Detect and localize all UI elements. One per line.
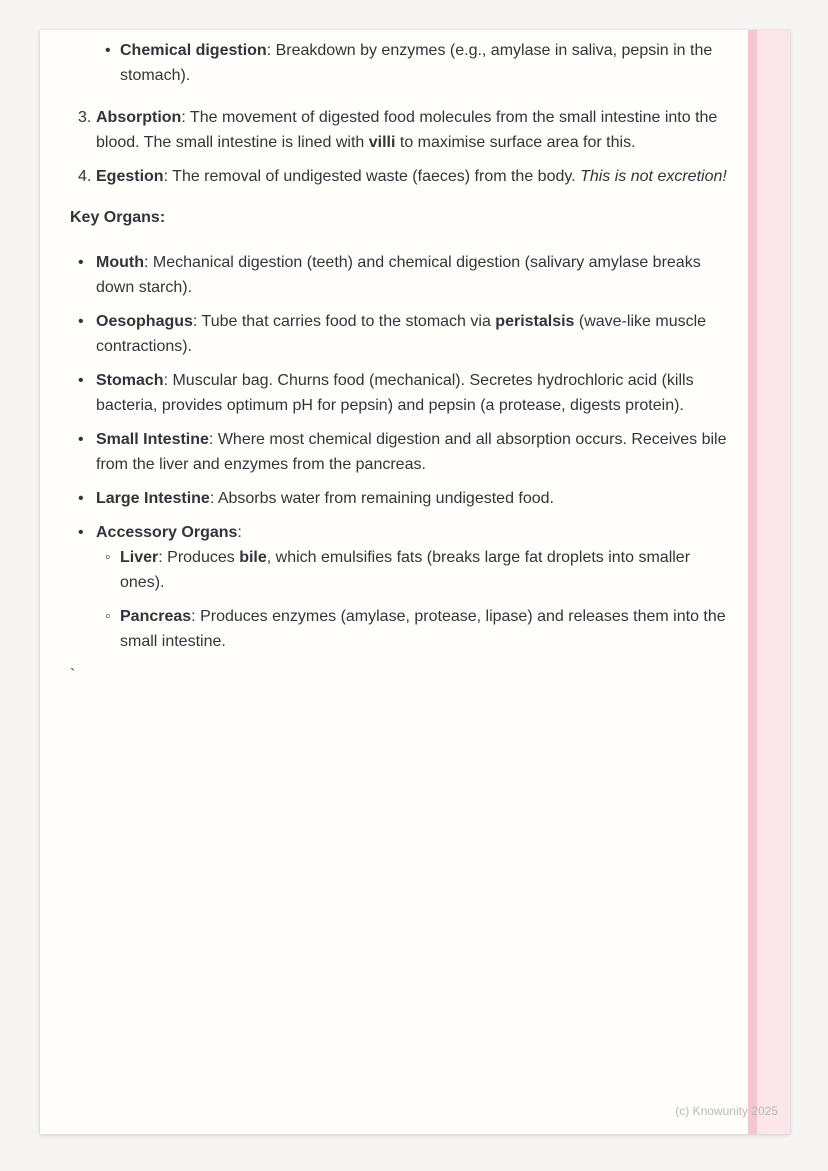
disc-bullet-icon: •	[78, 313, 84, 330]
list-item-accessory-organs	[70, 520, 730, 545]
list-item-text	[120, 38, 730, 88]
text-segment-bold: Mouth	[96, 254, 144, 271]
disc-bullet-icon: •	[78, 490, 84, 507]
list-item-text	[120, 545, 730, 595]
notes-content	[70, 38, 730, 688]
text-segment: : Produces enzymes (amylase, protease, lipase) and releases them into the small intestine.	[120, 608, 726, 650]
text-segment-bold: villi	[368, 134, 396, 151]
text-segment-bold: Chemical digestion	[120, 42, 267, 59]
text-segment: to maximise surface area for this.	[395, 134, 636, 151]
document-page	[40, 30, 790, 1134]
text-segment-bold: peristalsis	[495, 313, 575, 330]
text-segment: : Tube that carries food to the stomach via	[192, 313, 496, 330]
page-edge-stripe-light	[757, 30, 790, 1134]
text-segment: : The movement of digested food molecules from the small intestine into the blood. The small intestine is lined with	[96, 109, 718, 151]
list-number: 3.	[78, 109, 92, 126]
list-number: 4.	[78, 168, 92, 185]
list-item-text	[96, 309, 730, 359]
text-segment: (wave-like muscle contractions).	[96, 313, 707, 355]
text-segment-bold: Oesophagus	[96, 313, 193, 330]
list-item-text	[96, 427, 730, 477]
list-item-oesophagus	[70, 309, 730, 359]
list-item-text	[96, 164, 730, 189]
list-item-text	[96, 368, 730, 418]
text-segment-bold: bile	[239, 549, 267, 566]
list-item-small-intestine	[70, 427, 730, 477]
list-item-pancreas	[70, 604, 730, 654]
disc-bullet-icon: •	[105, 42, 111, 59]
section-heading-key-organs: Key Organs:	[70, 209, 166, 226]
list-item-large-intestine	[70, 486, 730, 511]
list-item-liver	[70, 545, 730, 595]
list-item-text	[96, 520, 730, 545]
text-segment: : The removal of undigested waste (faeces) from the body.	[163, 168, 581, 185]
text-segment: : Absorbs water from remaining undigested food.	[209, 490, 554, 507]
list-item-absorption	[70, 105, 730, 155]
copyright-note: (c) Knowunity 2025	[675, 1104, 778, 1118]
text-segment-italic: This is not excretion!	[580, 168, 727, 185]
text-segment-bold: Egestion	[96, 168, 164, 185]
text-segment-bold: Liver	[120, 549, 159, 566]
disc-bullet-icon: •	[78, 372, 84, 389]
list-item-text	[96, 250, 730, 300]
text-segment-bold: Stomach	[96, 372, 164, 389]
text-segment-bold: Small Intestine	[96, 431, 209, 448]
list-item-stomach	[70, 368, 730, 418]
list-item-text	[96, 105, 730, 155]
text-segment-bold: Pancreas	[120, 608, 192, 625]
text-segment: : Mechanical digestion (teeth) and chemical digestion (salivary amylase breaks down starch).	[96, 254, 701, 296]
list-item-mouth	[70, 250, 730, 300]
disc-bullet-icon: •	[78, 431, 84, 448]
text-segment: , which emulsifies fats (breaks large fat droplets into smaller ones).	[120, 549, 691, 591]
disc-bullet-icon: •	[78, 254, 84, 271]
text-segment-bold: Absorption	[96, 109, 182, 126]
text-segment: : Breakdown by enzymes (e.g., amylase in saliva, pepsin in the stomach).	[120, 42, 713, 84]
circle-bullet-icon: ◦	[105, 608, 111, 625]
text-segment-bold: Large Intestine	[96, 490, 210, 507]
text-segment: :	[237, 524, 242, 541]
list-item-text	[120, 604, 730, 654]
list-item-chemical-digestion	[70, 38, 730, 88]
text-segment-bold: Accessory Organs	[96, 524, 238, 541]
stray-backtick-text: `	[70, 667, 76, 684]
page-edge-stripe-dark	[748, 30, 757, 1134]
list-item-egestion	[70, 164, 730, 189]
list-item-text	[96, 486, 730, 511]
disc-bullet-icon: •	[78, 524, 84, 541]
text-segment: : Where most chemical digestion and all absorption occurs. Receives bile from the liver and enzymes from the pancreas.	[96, 431, 727, 473]
circle-bullet-icon: ◦	[105, 549, 111, 566]
text-segment: : Produces	[158, 549, 240, 566]
text-segment: : Muscular bag. Churns food (mechanical). Secretes hydrochloric acid (kills bacteria, provides optimum pH for pepsin) and pepsin (a protease, digests protein).	[96, 372, 694, 414]
